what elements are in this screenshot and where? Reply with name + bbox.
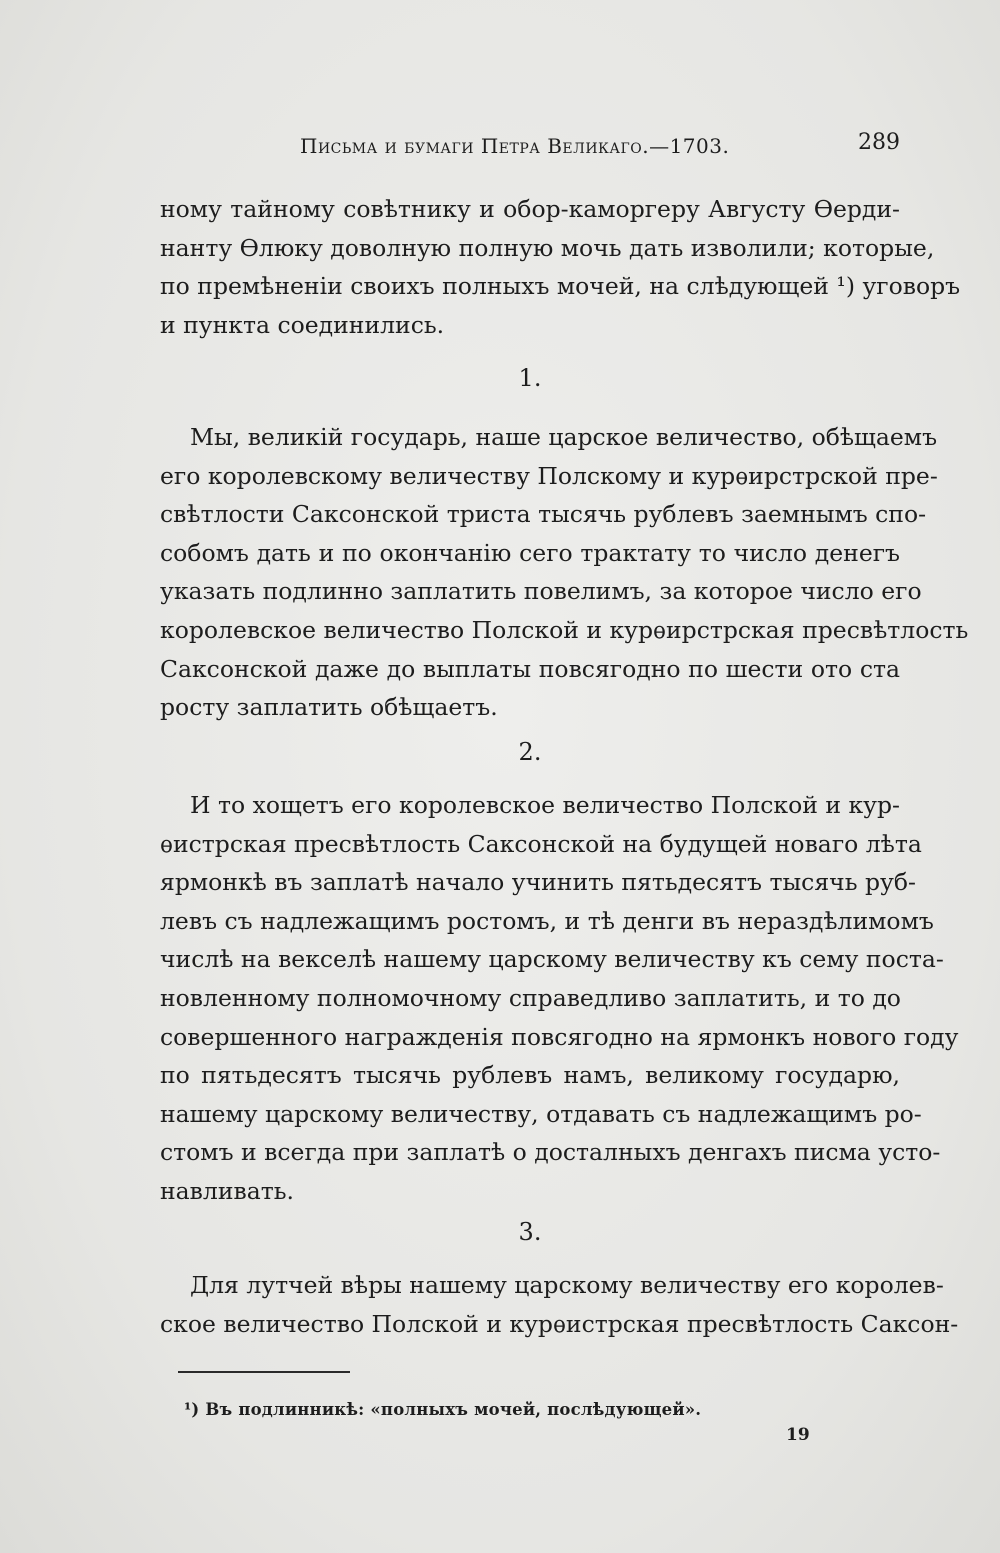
- intro-paragraph: [160, 190, 961, 344]
- text-line: Для лутчей вѣры нашему царскому величеству его королев-: [190, 1271, 944, 1299]
- text-line: левъ съ надлежащимъ ростомъ, и тѣ денги въ нераздѣлимомъ: [160, 906, 934, 935]
- text-line: совершенного награжденія повсягодно на ярмонкъ нового году: [160, 1022, 959, 1051]
- text-line: ѳистрская пресвѣтлость Саксонской на будущей новаго лѣта: [160, 829, 922, 858]
- text-line: ское величество Полской и курѳистрская пресвѣтлость Саксон-: [160, 1309, 959, 1338]
- text-line: и пункта соединились.: [160, 310, 445, 339]
- text-line: ному тайному совѣтнику и обор-каморгеру Августу Ѳерди-: [160, 195, 900, 223]
- text-line: его королевскому величеству Полскому и курѳирстрской пре-: [160, 461, 938, 490]
- page-header: [160, 130, 900, 166]
- section-number-2: 2.: [518, 738, 542, 766]
- text-line: собомъ дать и по окончанію сего трактату то число денегъ: [160, 538, 900, 567]
- text-line: нанту Ѳлюку доволную полную мочь дать изволили; которые,: [160, 233, 935, 262]
- section-1-paragraph: [160, 418, 969, 727]
- text-line: И то хощетъ его королевское величество Полской и кур-: [190, 791, 900, 819]
- text-line: стомъ и всегда при заплатѣ о досталныхъ денгахъ писма усто-: [160, 1138, 941, 1167]
- text-line: свѣтлости Саксонской триста тысячь рублевъ заемнымъ спо-: [160, 500, 927, 529]
- text-line: навливать.: [160, 1176, 295, 1205]
- text-line: указать подлинно заплатить повелимъ, за которое число его: [160, 577, 922, 606]
- section-3-paragraph: [160, 1266, 959, 1343]
- page-number: 289: [858, 130, 900, 155]
- text-line: королевское величество Полской и курѳирстрская пресвѣтлость: [160, 615, 969, 644]
- section-number-3: 3.: [518, 1218, 542, 1246]
- footnote: ¹) Въ подлинникѣ: «полныхъ мочей, послѣдующей».: [184, 1400, 702, 1419]
- running-title: Письма и бумаги Петра Великаго.—1703.: [300, 134, 730, 158]
- text-line: ярмонкѣ въ заплатѣ начало учинить пятьдесятъ тысячь руб-: [160, 868, 916, 897]
- section-number-1: 1.: [518, 364, 542, 392]
- text-line: росту заплатить обѣщаетъ.: [160, 693, 498, 722]
- text-line: нашему царскому величеству, отдавать съ надлежащимъ ро-: [160, 1099, 922, 1128]
- text-line: по премѣненіи своихъ полныхъ мочей, на слѣдующей ¹) уговоръ: [160, 272, 961, 301]
- section-2-paragraph: [160, 786, 959, 1211]
- text-line: по пятьдесятъ тысячь рублевъ намъ, великому государю,: [160, 1061, 900, 1090]
- signature-mark: 19: [786, 1425, 810, 1445]
- text-line: новленному полномочному справедливо заплатить, и то до: [160, 983, 901, 1012]
- text-line: Мы, великій государь, наше царское величество, обѣщаемъ: [190, 423, 938, 451]
- text-line: Саксонской даже до выплаты повсягодно по шести ото ста: [160, 654, 900, 683]
- text-line: числѣ на векселѣ нашему царскому величеству къ сему поста-: [160, 945, 944, 974]
- footnote-divider: [178, 1371, 350, 1373]
